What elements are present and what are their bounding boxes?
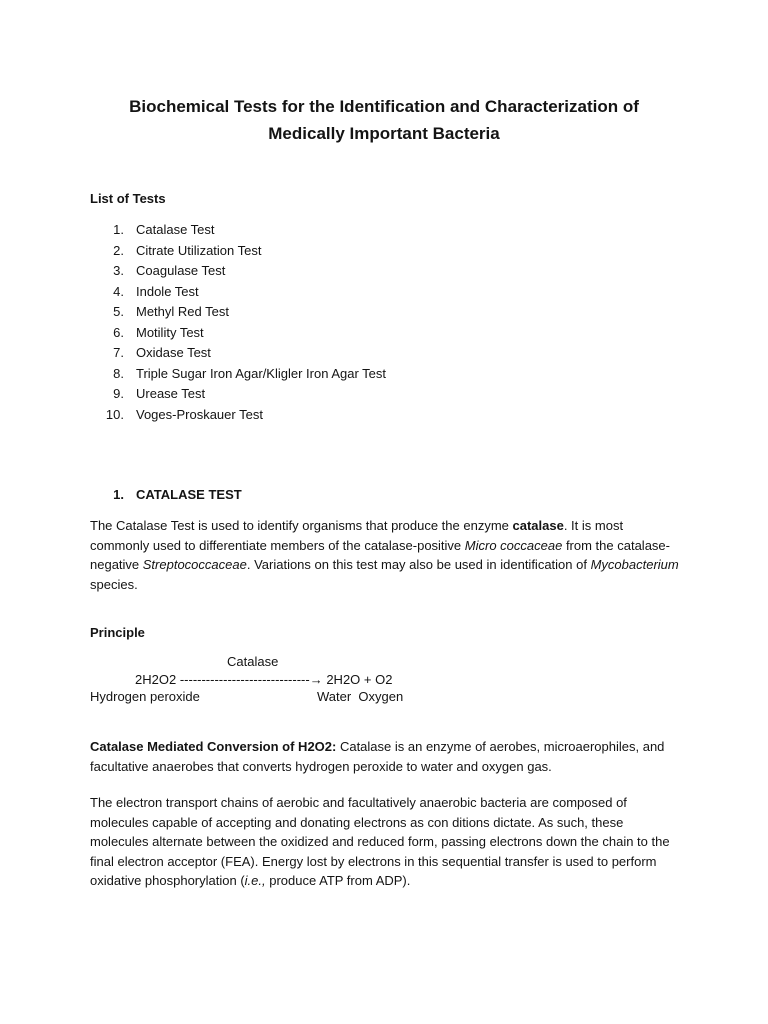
- list-item-label: Coagulase Test: [136, 263, 226, 278]
- equation-product-names: Water Oxygen: [317, 689, 404, 704]
- list-item-number: 7.: [113, 345, 124, 360]
- document-title: [60, 93, 708, 147]
- equation-reaction: [135, 671, 392, 689]
- conversion-label: Catalase Mediated Conversion of H2O2:: [90, 739, 337, 754]
- list-item-label: Voges-Proskauer Test: [136, 406, 263, 422]
- list-item-number: 8.: [113, 365, 124, 381]
- list-item-label: Urease Test: [136, 386, 206, 401]
- list-item-number: 2.: [113, 242, 124, 258]
- list-item-label: Indole Test: [136, 283, 199, 299]
- list-item: [90, 343, 386, 364]
- list-item-number: 4.: [113, 283, 124, 299]
- arrow-icon: →: [309, 672, 323, 687]
- list-of-tests-heading: List of Tests: [90, 191, 166, 206]
- list-item-label: Oxidase Test: [136, 345, 211, 360]
- title-line-1: Biochemical Tests for the Identification and Characterization of: [129, 97, 639, 116]
- electron-transport-paragraph: The electron transport chains of aerobic and facultatively anaerobic bacteria are composed of molecules capable of accepting and donating electrons as con ditions dictate. As such, these molecules alternate between the oxidized and reduced form, passing electrons down the chain to the final electron acceptor (FEA). Energy lost by electrons in this sequential transfer is used to perform oxidative phosphorylation (i.e., produce ATP from ADP).: [90, 795, 670, 888]
- micrococcaceae-term: Micro coccaceae: [464, 537, 563, 553]
- list-item: [90, 405, 386, 426]
- list-item-number: 6.: [113, 324, 124, 340]
- equation-reactant: 2H2O2: [135, 672, 177, 687]
- test-list: [90, 220, 386, 425]
- equation-reactant-name: Hydrogen peroxide: [90, 689, 200, 704]
- list-item-number: 10.: [105, 406, 124, 422]
- list-item: [90, 261, 386, 282]
- list-item: [90, 282, 386, 303]
- catalase-intro-paragraph: The Catalase Test is used to identify organisms that produce the enzyme catalase. It is most commonly used to differentiate members of the catalase-positive Micro coccaceae from the catalase-negative Streptococcaceae. Variations on this test may also be used in identification of Mycobacterium species.: [90, 518, 679, 592]
- list-item: [90, 220, 386, 241]
- equation-enzyme: Catalase: [227, 654, 279, 669]
- section-title: CATALASE TEST: [136, 487, 242, 502]
- list-item: [90, 364, 386, 385]
- list-item-number: 1.: [113, 222, 124, 237]
- ie-term: i.e.,: [244, 873, 266, 888]
- list-item-number: 3.: [113, 263, 124, 278]
- list-item: [90, 241, 386, 262]
- list-item-number: 9.: [113, 386, 124, 401]
- mycobacterium-term: Mycobacterium: [590, 557, 679, 572]
- streptococcaceae-term: Streptococcaceae: [142, 557, 247, 572]
- list-item-label: Methyl Red Test: [136, 304, 229, 319]
- list-item-label: Citrate Utilization Test: [136, 242, 262, 258]
- list-item-label: Catalase Test: [136, 222, 215, 237]
- equation-dashes: ------------------------------: [179, 672, 310, 687]
- catalase-test-heading: [90, 486, 242, 504]
- equation-products: 2H2O + O2: [326, 672, 393, 687]
- list-item-label: Triple Sugar Iron Agar/Kligler Iron Agar Test: [136, 365, 387, 381]
- list-item-number: 5.: [113, 304, 124, 319]
- principle-heading: Principle: [90, 625, 145, 640]
- list-item: [90, 323, 386, 344]
- section-number: 1.: [113, 487, 124, 502]
- catalase-term: catalase: [512, 518, 564, 533]
- list-item-label: Motility Test: [136, 324, 204, 340]
- list-item: [90, 302, 386, 323]
- conversion-paragraph: Catalase Mediated Conversion of H2O2: Catalase is an enzyme of aerobes, microaerophiles, and facultative anaerobes that converts hydrogen peroxide to water and oxygen gas.: [90, 739, 665, 774]
- title-line-2: Medically Important Bacteria: [268, 124, 500, 143]
- list-item: [90, 384, 386, 405]
